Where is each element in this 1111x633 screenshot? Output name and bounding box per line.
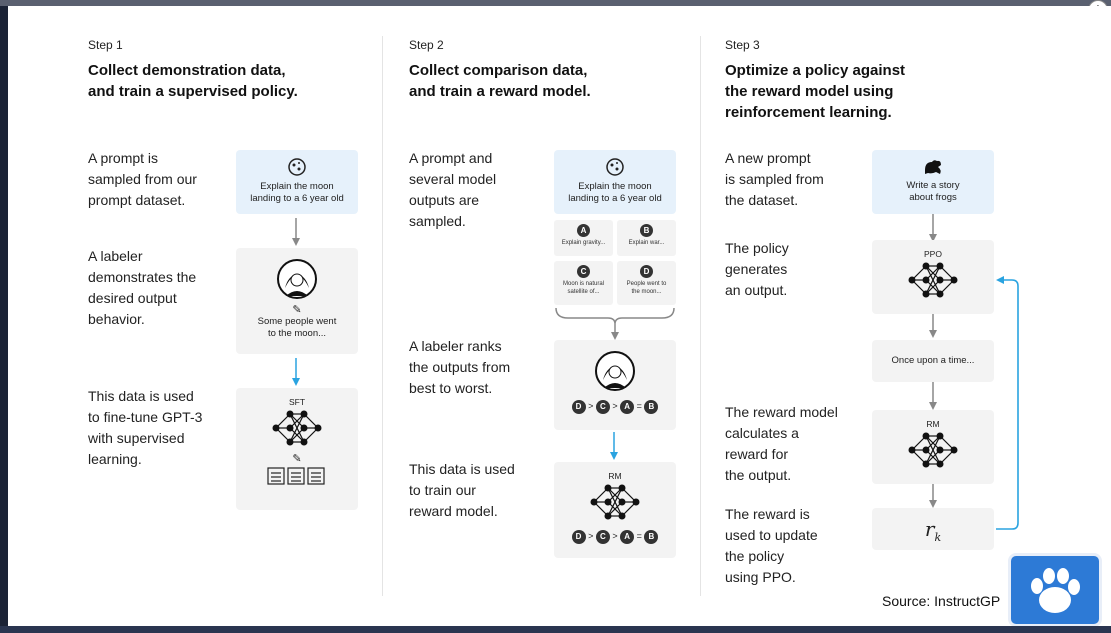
step2-label: Step 2 (409, 38, 444, 52)
pencil-icon-2: ✎ (292, 453, 302, 465)
paw-logo[interactable] (1008, 553, 1102, 627)
feedback-loop-arrow (994, 270, 1024, 534)
step3-output-box: Once upon a time... (872, 340, 994, 382)
pencil-icon: ✎ (292, 304, 302, 316)
step2-rm-box (554, 462, 676, 558)
letter-d-badge: D (640, 265, 653, 278)
step3-ppo-box (872, 240, 994, 314)
output-b: B Explain war... (617, 220, 676, 256)
letter-a-badge: A (577, 224, 590, 237)
labeler-avatar-icon-2 (594, 350, 636, 392)
neural-network-icon-4 (906, 430, 960, 470)
neural-network-icon-3 (906, 260, 960, 300)
letter-c-badge: C (577, 265, 590, 278)
step3-title: Optimize a policy against the reward model using reinforcement learning. (725, 62, 906, 121)
moon-icon-2 (605, 157, 625, 177)
labeler-avatar-icon (276, 258, 318, 300)
frog-icon (922, 158, 944, 176)
step1-title: Collect demonstration data, and train a supervised policy. (88, 62, 298, 100)
step3-desc-update: The reward is used to update the policy using PPO. (725, 506, 818, 585)
letter-b-badge: B (640, 224, 653, 237)
ranking-row: D > C > A = B (554, 400, 676, 414)
step1-arrow-1 (291, 218, 301, 248)
step2-desc-prompt: A prompt and several model outputs are sampled. (409, 150, 497, 229)
step2-title: Collect comparison data, and train a reward model. (409, 62, 591, 100)
step2-prompt-box: Explain the moon landing to a 6 year old (554, 150, 676, 214)
step1-label: Step 1 (88, 38, 123, 52)
ppo-label: PPO (924, 249, 942, 259)
rm-label-2: RM (926, 419, 940, 429)
step3-arrow-4 (928, 484, 938, 510)
output-d: D People went to the moon... (617, 261, 676, 305)
output-a: A Explain gravity... (554, 220, 613, 256)
rm-label: RM (608, 471, 622, 481)
divider-1 (382, 36, 383, 596)
step1-desc-prompt: A prompt is sampled from our prompt dataset. (88, 150, 197, 208)
step1-sft-box (236, 388, 358, 510)
slide (8, 6, 1111, 626)
neural-network-icon (270, 408, 324, 448)
step3-arrow-2 (928, 314, 938, 340)
step2-desc-ranks: A labeler ranks the outputs from best to worst. (409, 338, 511, 396)
neural-network-icon-2 (588, 482, 642, 522)
step3-prompt-box: Write a story about frogs (872, 150, 994, 214)
documents-icon (266, 466, 328, 486)
step2-labeler-box (554, 340, 676, 430)
step3-label: Step 3 (725, 38, 760, 52)
divider-2 (700, 36, 701, 596)
output-c: C Moon is natural satellite of... (554, 261, 613, 305)
sft-label: SFT (288, 397, 306, 407)
step2-desc-train: This data is used to train our reward model. (409, 461, 515, 519)
step1-labeler-box: ✎ Some people went to the moon... (236, 248, 358, 354)
step1-prompt-box: Explain the moon landing to a 6 year old (236, 150, 358, 214)
step1-arrow-2 (291, 358, 301, 388)
bottom-bar (0, 626, 1111, 633)
reward-symbol: $r_k$ (924, 517, 942, 544)
step3-arrow-3 (928, 382, 938, 412)
step3-rm-box (872, 410, 994, 484)
step3-desc-prompt: A new prompt is sampled from the dataset. (725, 150, 824, 208)
bracket-arrow (554, 306, 676, 342)
paw-icon (1011, 556, 1099, 624)
step2-arrow (609, 432, 619, 462)
step1-desc-finetune: This data is used to fine-tune GPT-3 with supervised learning. (88, 388, 203, 467)
step3-reward-box (872, 508, 994, 550)
ranking-row-2: D > C > A = B (554, 530, 676, 544)
step3-desc-policy: The policy generates an output. (725, 240, 789, 298)
source-citation: Source: InstructGP (882, 593, 1001, 609)
step1-desc-labeler: A labeler demonstrates the desired output behavior. (88, 248, 197, 327)
moon-icon (287, 157, 307, 177)
step3-desc-reward-model: The reward model calculates a reward for the output. (725, 404, 838, 483)
